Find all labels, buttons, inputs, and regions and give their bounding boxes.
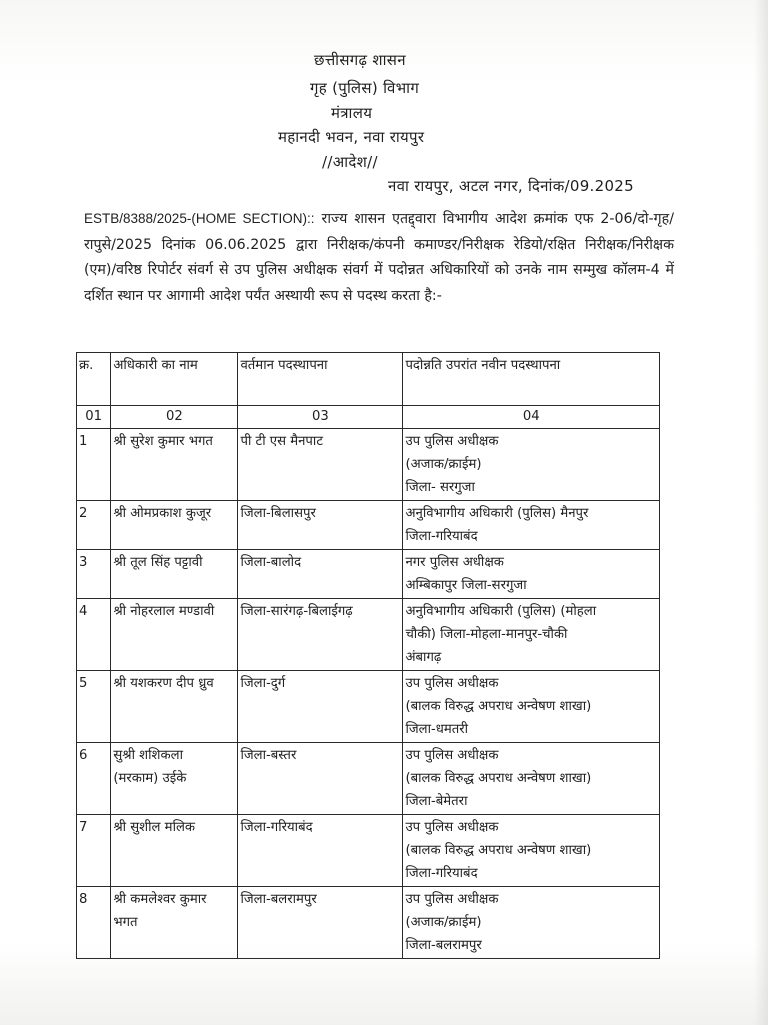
current-posting-line: जिला-बलरामपुर [240, 892, 317, 907]
current-posting-line: पी टी एस मैनपाट [240, 434, 323, 449]
new-posting-line: (अजाक/क्राईम) [405, 915, 482, 930]
officer-name-cell [111, 550, 238, 599]
current-posting-line: जिला-गरियाबंद [240, 820, 313, 835]
col-number: 03 [238, 406, 403, 429]
new-posting-line: जिला-गरियाबंद [405, 529, 478, 544]
officer-name-cell [111, 501, 238, 550]
new-posting-line: जिला-गरियाबंद [405, 866, 478, 881]
current-posting-line: जिला-बिलासपुर [240, 506, 316, 521]
serial-cell: 3 [77, 550, 111, 599]
new-posting-line: (बालक विरुद्ध अपराध अन्वेषण शाखा) [405, 843, 592, 858]
officer-name-cell [111, 599, 238, 671]
new-posting-line: जिला-बेमेतरा [405, 794, 468, 809]
serial-cell: 2 [77, 501, 111, 550]
current-posting-cell [238, 429, 403, 501]
new-posting-cell [403, 887, 660, 959]
column-number-row [77, 406, 660, 429]
govt-name: छत्तीसगढ़ शासन [314, 51, 406, 69]
new-posting-line: अम्बिकापुर जिला-सरगुजा [405, 578, 527, 593]
officer-name-line: श्री कमलेश्वर कुमार [113, 892, 207, 907]
new-posting-line: उप पुलिस अधीक्षक [405, 748, 499, 763]
order-reference: ESTB/8388/2025-(HOME SECTION):: [84, 211, 315, 226]
officer-name-line: श्री सुरेश कुमार भगत [113, 434, 213, 449]
table-row [77, 887, 660, 959]
officer-name-line: (मरकाम) उईके [113, 771, 187, 786]
current-posting-line: जिला-दुर्ग [240, 676, 286, 691]
current-posting-line: जिला-सारंगढ़-बिलाईगढ़ [240, 604, 353, 619]
new-posting-cell [403, 671, 660, 743]
order-body: राज्य शासन एतद्द्वारा विभागीय आदेश क्रमांक एफ 2-06/दो-गृह/रापुसे/2025 दिनांक 06.06.2025 द्वारा निरीक्षक/कंपनी कमाण्डर/निरीक्षक रेडियो/रक्षित निरीक्षक/निरीक्षक (एम)/वरिष्ठ रिपोर्टर संवर्ग से उप पुलिस अधीक्षक संवर्ग में पदोन्नत अधिकारियों को उनके नाम सम्मुख कॉलम-4 में दर्शित स्थान पर आगामी आदेश पर्यंत अस्थायी रूप से पदस्थ करता है:- [84, 211, 674, 304]
order-paragraph [84, 206, 674, 309]
new-posting-line: अनुविभागीय अधिकारी (पुलिस) (मोहला [405, 604, 597, 619]
new-posting-line: उप पुलिस अधीक्षक [405, 820, 499, 835]
serial-cell: 7 [77, 815, 111, 887]
new-posting-line: जिला- सरगुजा [405, 480, 475, 495]
officer-name-cell [111, 887, 238, 959]
order-title: //आदेश// [322, 153, 378, 171]
new-posting-line: चौकी) जिला-मोहला-मानपुर-चौकी [405, 627, 568, 642]
table-row [77, 743, 660, 815]
serial-cell: 8 [77, 887, 111, 959]
new-posting-cell [403, 550, 660, 599]
current-posting-cell [238, 887, 403, 959]
officer-name-cell [111, 815, 238, 887]
serial-cell: 1 [77, 429, 111, 501]
officer-name-line: श्री नोहरलाल मण्डावी [113, 604, 215, 619]
serial-cell: 6 [77, 743, 111, 815]
header-serial: क्र. [77, 353, 111, 406]
new-posting-line: (बालक विरुद्ध अपराध अन्वेषण शाखा) [405, 771, 592, 786]
officer-name-cell [111, 743, 238, 815]
header-officer-name: अधिकारी का नाम [111, 353, 238, 406]
header-new-posting: पदोन्नति उपरांत नवीन पदस्थापना [403, 353, 660, 406]
table-body [77, 429, 660, 959]
posting-table [76, 352, 660, 959]
new-posting-line: (बालक विरुद्ध अपराध अन्वेषण शाखा) [405, 699, 592, 714]
new-posting-line: उप पुलिस अधीक्षक [405, 892, 499, 907]
table-row [77, 501, 660, 550]
new-posting-cell [403, 429, 660, 501]
officer-name-line: भगत [113, 915, 138, 930]
new-posting-line: अनुविभागीय अधिकारी (पुलिस) मैनपुर [405, 506, 589, 521]
new-posting-cell [403, 743, 660, 815]
current-posting-line: जिला-बस्तर [240, 748, 297, 763]
new-posting-line: नगर पुलिस अधीक्षक [405, 555, 504, 570]
new-posting-cell [403, 501, 660, 550]
officer-name-line: श्री यशकरण दीप ध्रुव [113, 676, 214, 691]
current-posting-cell [238, 671, 403, 743]
officer-name-line: सुश्री शशिकला [113, 748, 184, 763]
new-posting-line: जिला-बलरामपुर [405, 938, 482, 953]
new-posting-line: जिला-धमतरी [405, 722, 469, 737]
serial-cell: 5 [77, 671, 111, 743]
col-number: 04 [403, 406, 660, 429]
col-number: 01 [77, 406, 111, 429]
officer-name-cell [111, 671, 238, 743]
department-name: गृह (पुलिस) विभाग [310, 79, 420, 97]
current-posting-cell [238, 501, 403, 550]
building-address: महानदी भवन, नवा रायपुर [278, 128, 425, 146]
officer-name-cell [111, 429, 238, 501]
serial-cell: 4 [77, 599, 111, 671]
current-posting-cell [238, 550, 403, 599]
table-row [77, 550, 660, 599]
new-posting-line: (अजाक/क्राईम) [405, 457, 482, 472]
table-row [77, 599, 660, 671]
new-posting-cell [403, 599, 660, 671]
officer-name-line: श्री सुशील मलिक [113, 820, 196, 835]
new-posting-line: अंबागढ़ [405, 650, 442, 665]
page-edge-shadow [754, 0, 768, 1025]
table-row [77, 671, 660, 743]
current-posting-line: जिला-बालोद [240, 555, 302, 570]
officer-name-line: श्री तूल सिंह पट्टावी [113, 555, 203, 570]
place-date-line: नवा रायपुर, अटल नगर, दिनांक/09.2025 [388, 177, 634, 195]
current-posting-cell [238, 743, 403, 815]
table-row [77, 815, 660, 887]
col-number: 02 [111, 406, 238, 429]
table-header-row [77, 353, 660, 406]
header-current-posting: वर्तमान पदस्थापना [238, 353, 403, 406]
ministry-name: मंत्रालय [331, 104, 373, 122]
new-posting-line: उप पुलिस अधीक्षक [405, 434, 499, 449]
officer-name-line: श्री ओमप्रकाश कुजूर [113, 506, 212, 521]
current-posting-cell [238, 815, 403, 887]
table-row [77, 429, 660, 501]
new-posting-cell [403, 815, 660, 887]
current-posting-cell [238, 599, 403, 671]
new-posting-line: उप पुलिस अधीक्षक [405, 676, 499, 691]
